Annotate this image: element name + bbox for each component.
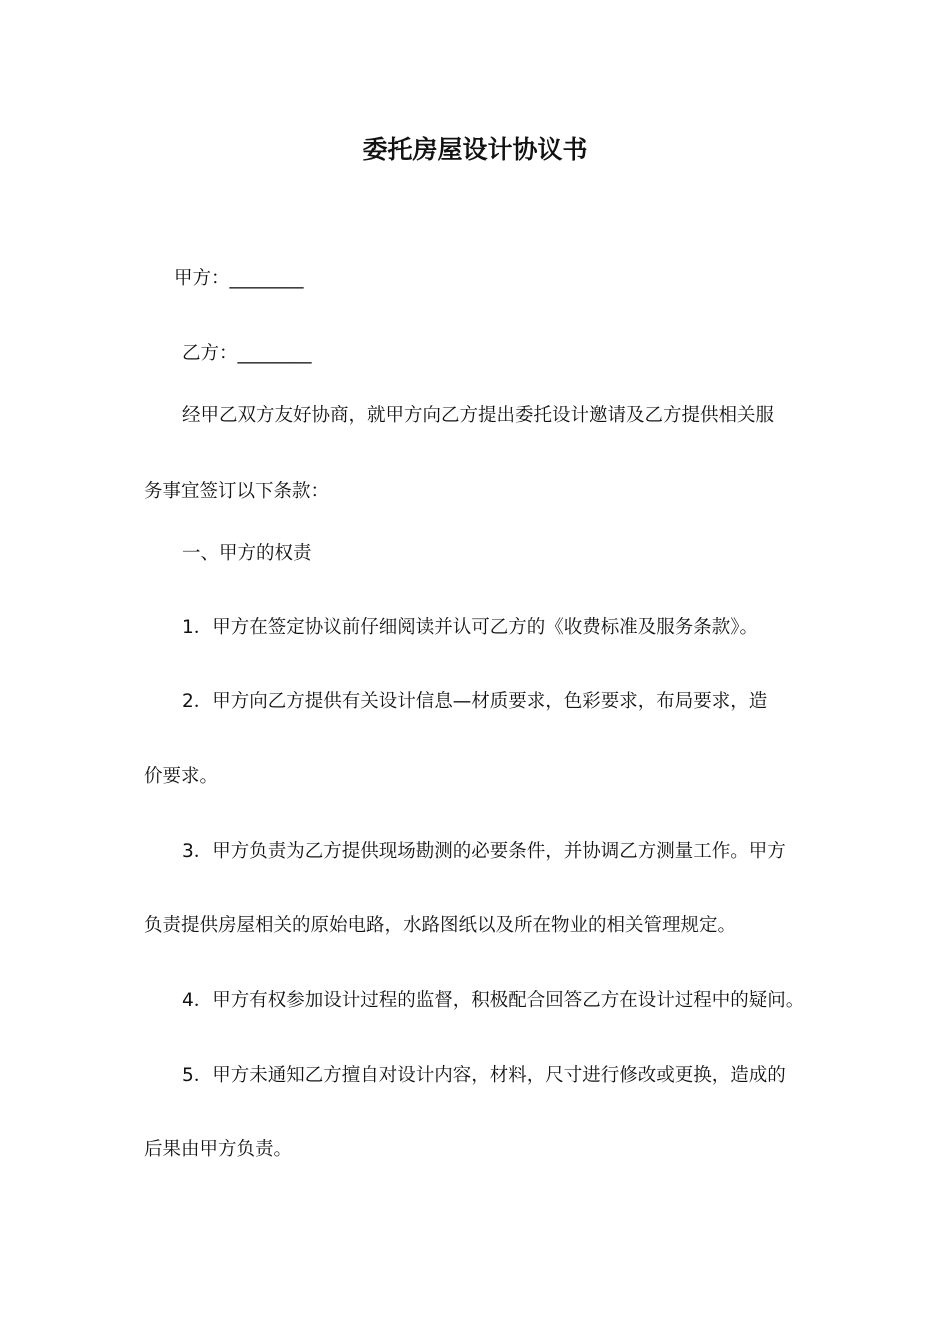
clause-1-line-1: 1．甲方在签定协议前仔细阅读并认可乙方的《收费标准及服务条款》。 [182, 617, 759, 638]
clause-3-line-1: 3．甲方负责为乙方提供现场勘测的必要条件，并协调乙方测量工作。甲方 [182, 841, 786, 862]
clause-5-line-2: 后果由甲方负责。 [144, 1139, 293, 1160]
intro-line-2: 务事宜签订以下条款： [144, 481, 330, 502]
section-heading: 一、甲方的权责 [182, 543, 312, 564]
clause-2-line-1: 2．甲方向乙方提供有关设计信息—材质要求，色彩要求，布局要求，造 [182, 691, 768, 712]
clause-4-line-1: 4．甲方有权参加设计过程的监督，积极配合回答乙方在设计过程中的疑问。 [182, 990, 805, 1011]
intro-line-1: 经甲乙双方友好协商，就甲方向乙方提出委托设计邀请及乙方提供相关服 [182, 405, 775, 426]
clause-5-line-1: 5．甲方未通知乙方擅自对设计内容，材料，尺寸进行修改或更换，造成的 [182, 1065, 786, 1086]
clause-3-line-2: 负责提供房屋相关的原始电路，水路图纸以及所在物业的相关管理规定。 [144, 915, 737, 936]
party-a-value: ________ [229, 268, 304, 289]
party-a-line [174, 267, 304, 291]
party-a-label: 甲方： [174, 268, 230, 289]
party-b-label: 乙方： [182, 343, 238, 364]
party-b-value: ________ [237, 343, 312, 364]
party-b-line [182, 342, 312, 366]
clause-2-line-2: 价要求。 [144, 766, 219, 787]
document-title: 委托房屋设计协议书 [362, 135, 588, 164]
